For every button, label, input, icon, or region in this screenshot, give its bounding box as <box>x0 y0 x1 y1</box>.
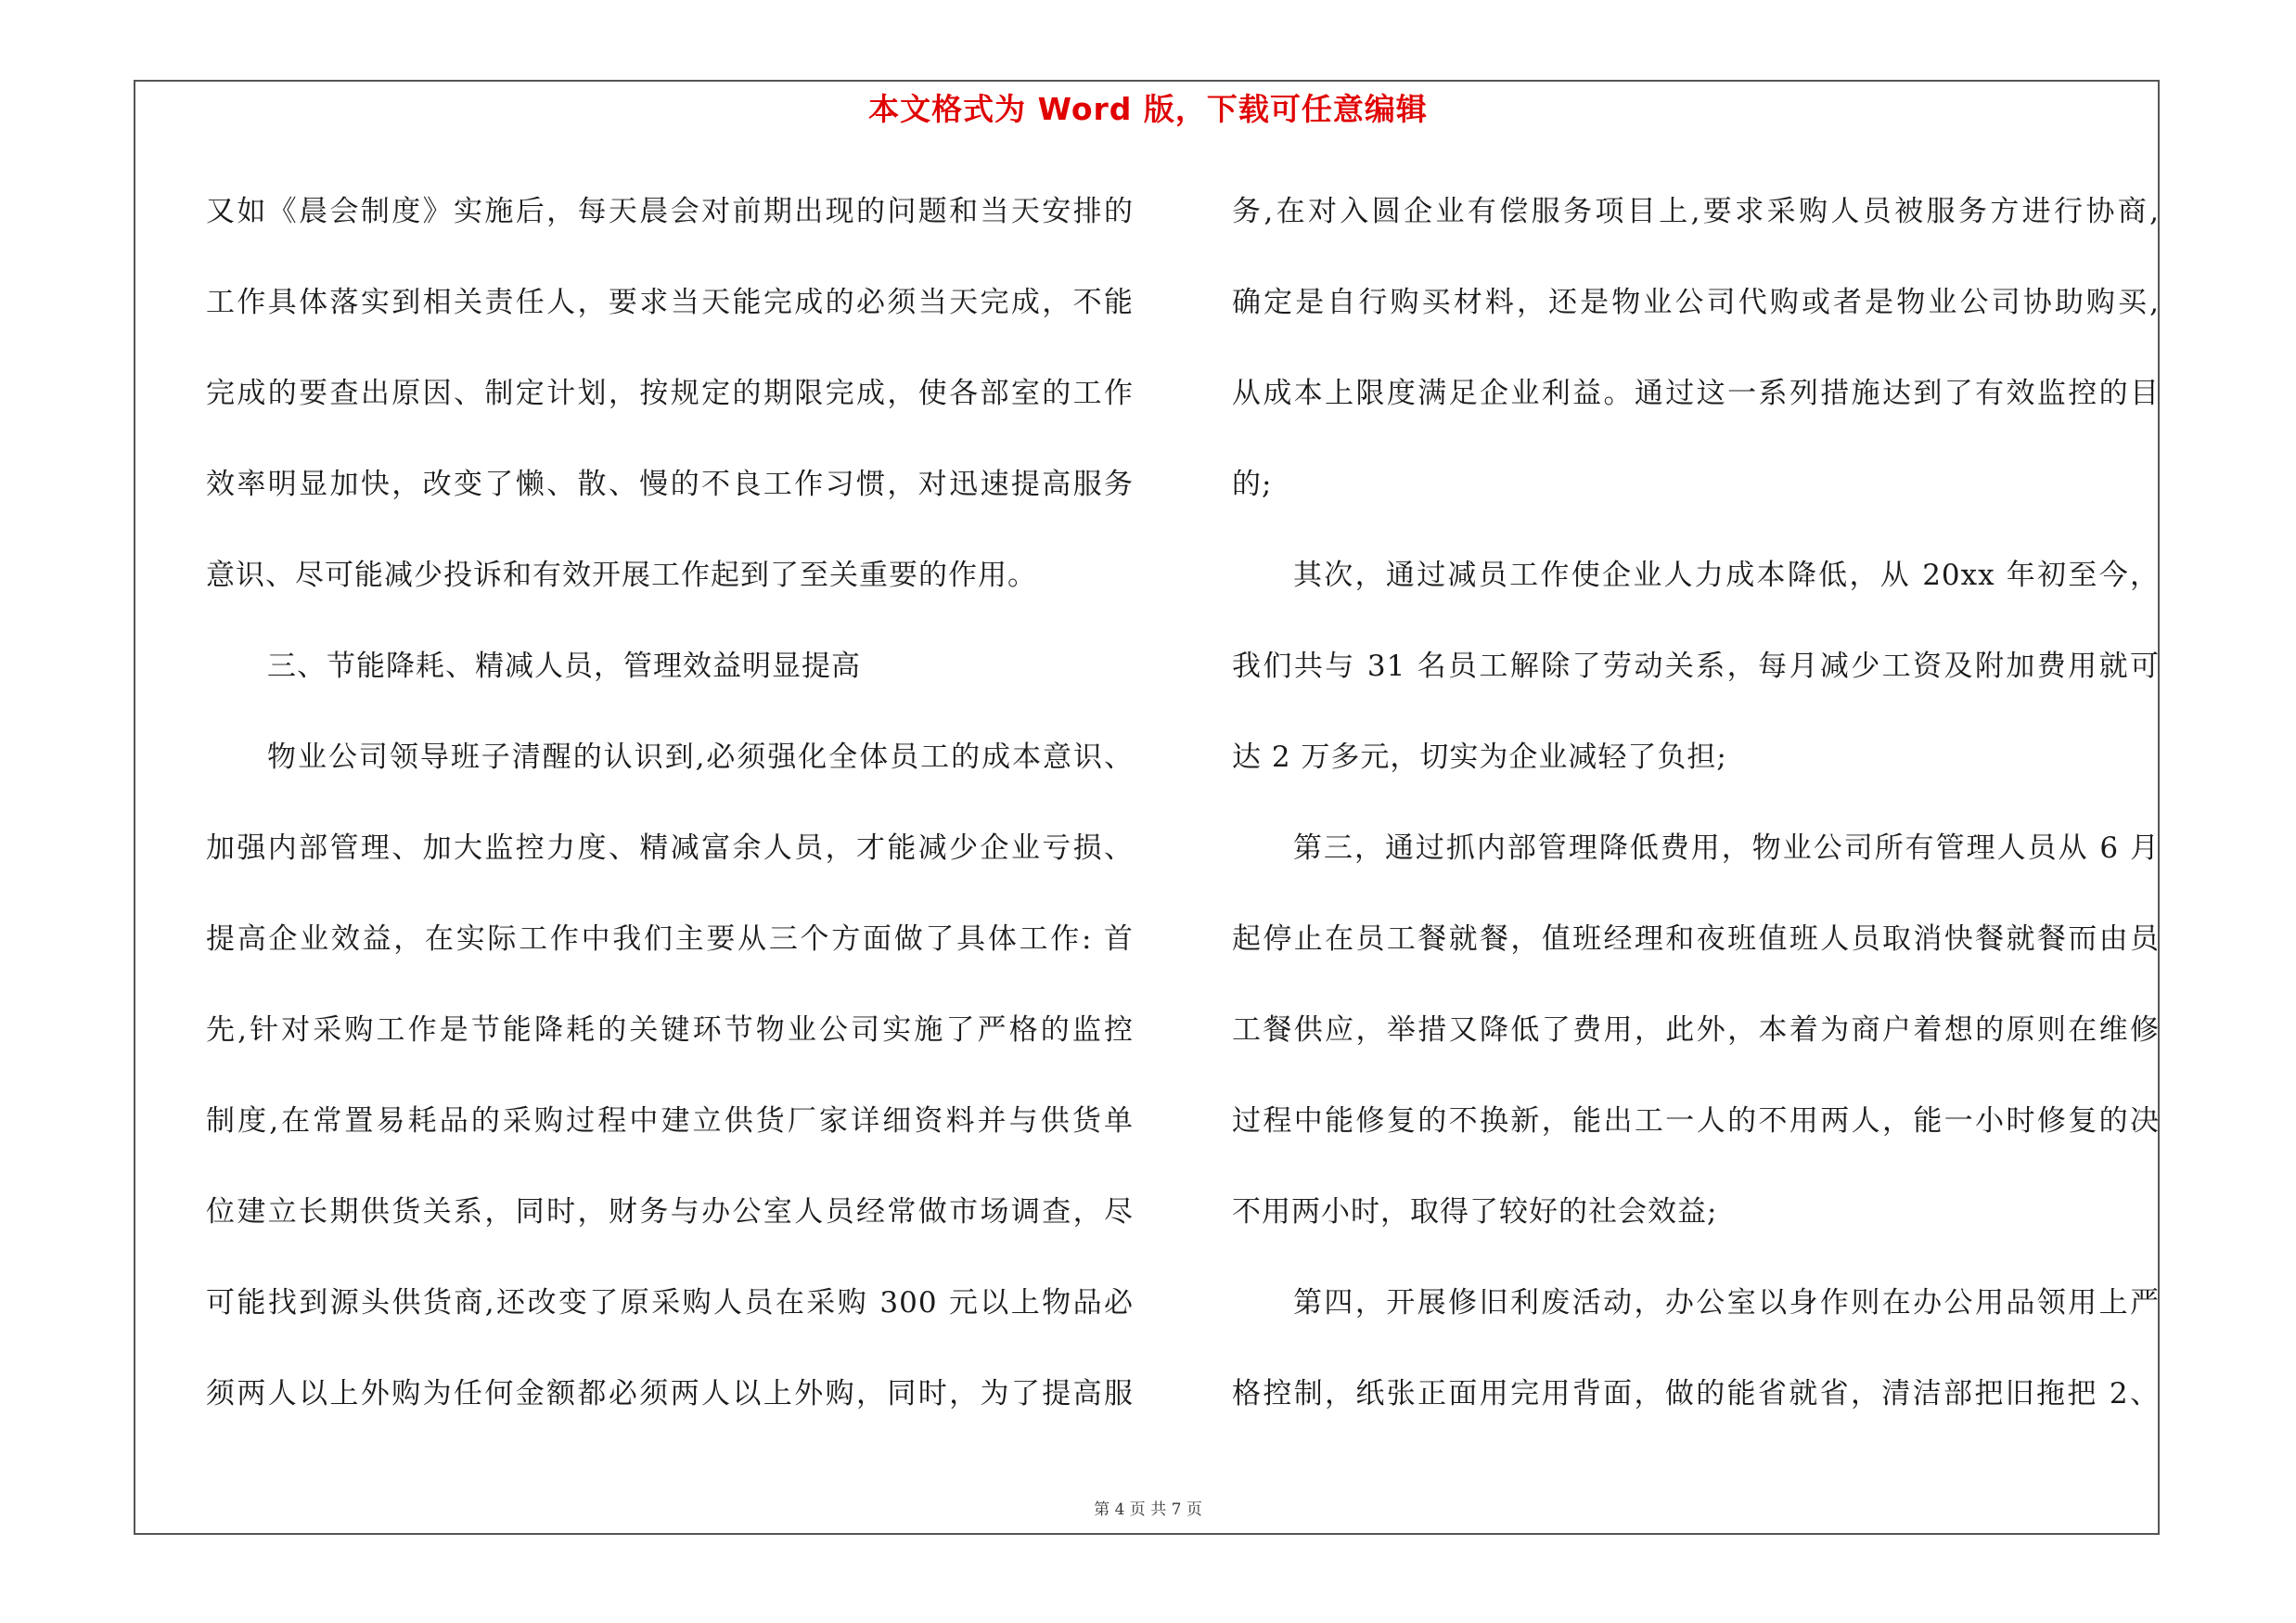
text-line: 务,在对入圆企业有偿服务项目上,要求采购人员被服务方进行协商, <box>1232 195 2160 228</box>
text-line: 提高企业效益，在实际工作中我们主要从三个方面做了具体工作: 首 <box>206 922 1134 956</box>
text-line: 确定是自行购买材料，还是物业公司代购或者是物业公司协助购买, <box>1232 286 2160 319</box>
text-line: 从成本上限度满足企业利益。通过这一系列措施达到了有效监控的目 <box>1232 377 2160 410</box>
text-line: 的; <box>1232 468 1273 501</box>
text-line: 须两人以上外购为任何金额都必须两人以上外购，同时，为了提高服 <box>206 1377 1134 1410</box>
text-line: 意识、尽可能减少投诉和有效开展工作起到了至关重要的作用。 <box>206 559 1037 592</box>
text-line: 格控制，纸张正面用完用背面，做的能省就省，清洁部把旧拖把 2、 <box>1232 1377 2160 1410</box>
format-banner: 本文格式为 Word 版，下载可任意编辑 <box>868 91 1428 127</box>
text-line: 三、节能降耗、精减人员，管理效益明显提高 <box>267 650 861 683</box>
text-line: 可能找到源头供货商,还改变了原采购人员在采购 300 元以上物品必 <box>206 1286 1134 1320</box>
text-line: 达 2 万多元，切实为企业减轻了负担; <box>1232 741 1727 774</box>
text-line: 完成的要查出原因、制定计划，按规定的期限完成，使各部室的工作 <box>206 377 1134 410</box>
text-line: 又如《晨会制度》实施后，每天晨会对前期出现的问题和当天安排的 <box>206 195 1134 228</box>
text-line: 过程中能修复的不换新，能出工一人的不用两人，能一小时修复的决 <box>1232 1104 2160 1138</box>
text-line: 其次，通过减员工作使企业人力成本降低，从 20xx 年初至今， <box>1293 559 2160 592</box>
left-column <box>206 184 1134 1457</box>
text-line: 我们共与 31 名员工解除了劳动关系，每月减少工资及附加费用就可 <box>1232 650 2160 683</box>
text-line: 起停止在员工餐就餐，值班经理和夜班值班人员取消快餐就餐而由员 <box>1232 922 2160 956</box>
right-column <box>1232 184 2160 1457</box>
text-line: 加强内部管理、加大监控力度、精减富余人员，才能减少企业亏损、 <box>206 831 1134 865</box>
page-footer: 第 4 页 共 7 页 <box>1094 1501 1202 1519</box>
text-line: 制度,在常置易耗品的采购过程中建立供货厂家详细资料并与供货单 <box>206 1104 1134 1138</box>
text-line: 先,针对采购工作是节能降耗的关键环节物业公司实施了严格的监控 <box>206 1013 1134 1047</box>
text-line: 第四，开展修旧利废活动，办公室以身作则在办公用品领用上严 <box>1293 1286 2160 1320</box>
text-line: 工作具体落实到相关责任人，要求当天能完成的必须当天完成，不能 <box>206 286 1134 319</box>
text-line: 效率明显加快，改变了懒、散、慢的不良工作习惯，对迅速提高服务 <box>206 468 1134 501</box>
text-line: 位建立长期供货关系，同时，财务与办公室人员经常做市场调查，尽 <box>206 1195 1134 1229</box>
text-line: 不用两小时，取得了较好的社会效益; <box>1232 1195 1718 1229</box>
text-line: 物业公司领导班子清醒的认识到,必须强化全体员工的成本意识、 <box>267 741 1134 774</box>
text-line: 工餐供应，举措又降低了费用，此外，本着为商户着想的原则在维修 <box>1232 1013 2160 1047</box>
text-line: 第三，通过抓内部管理降低费用，物业公司所有管理人员从 6 月 <box>1293 831 2160 865</box>
